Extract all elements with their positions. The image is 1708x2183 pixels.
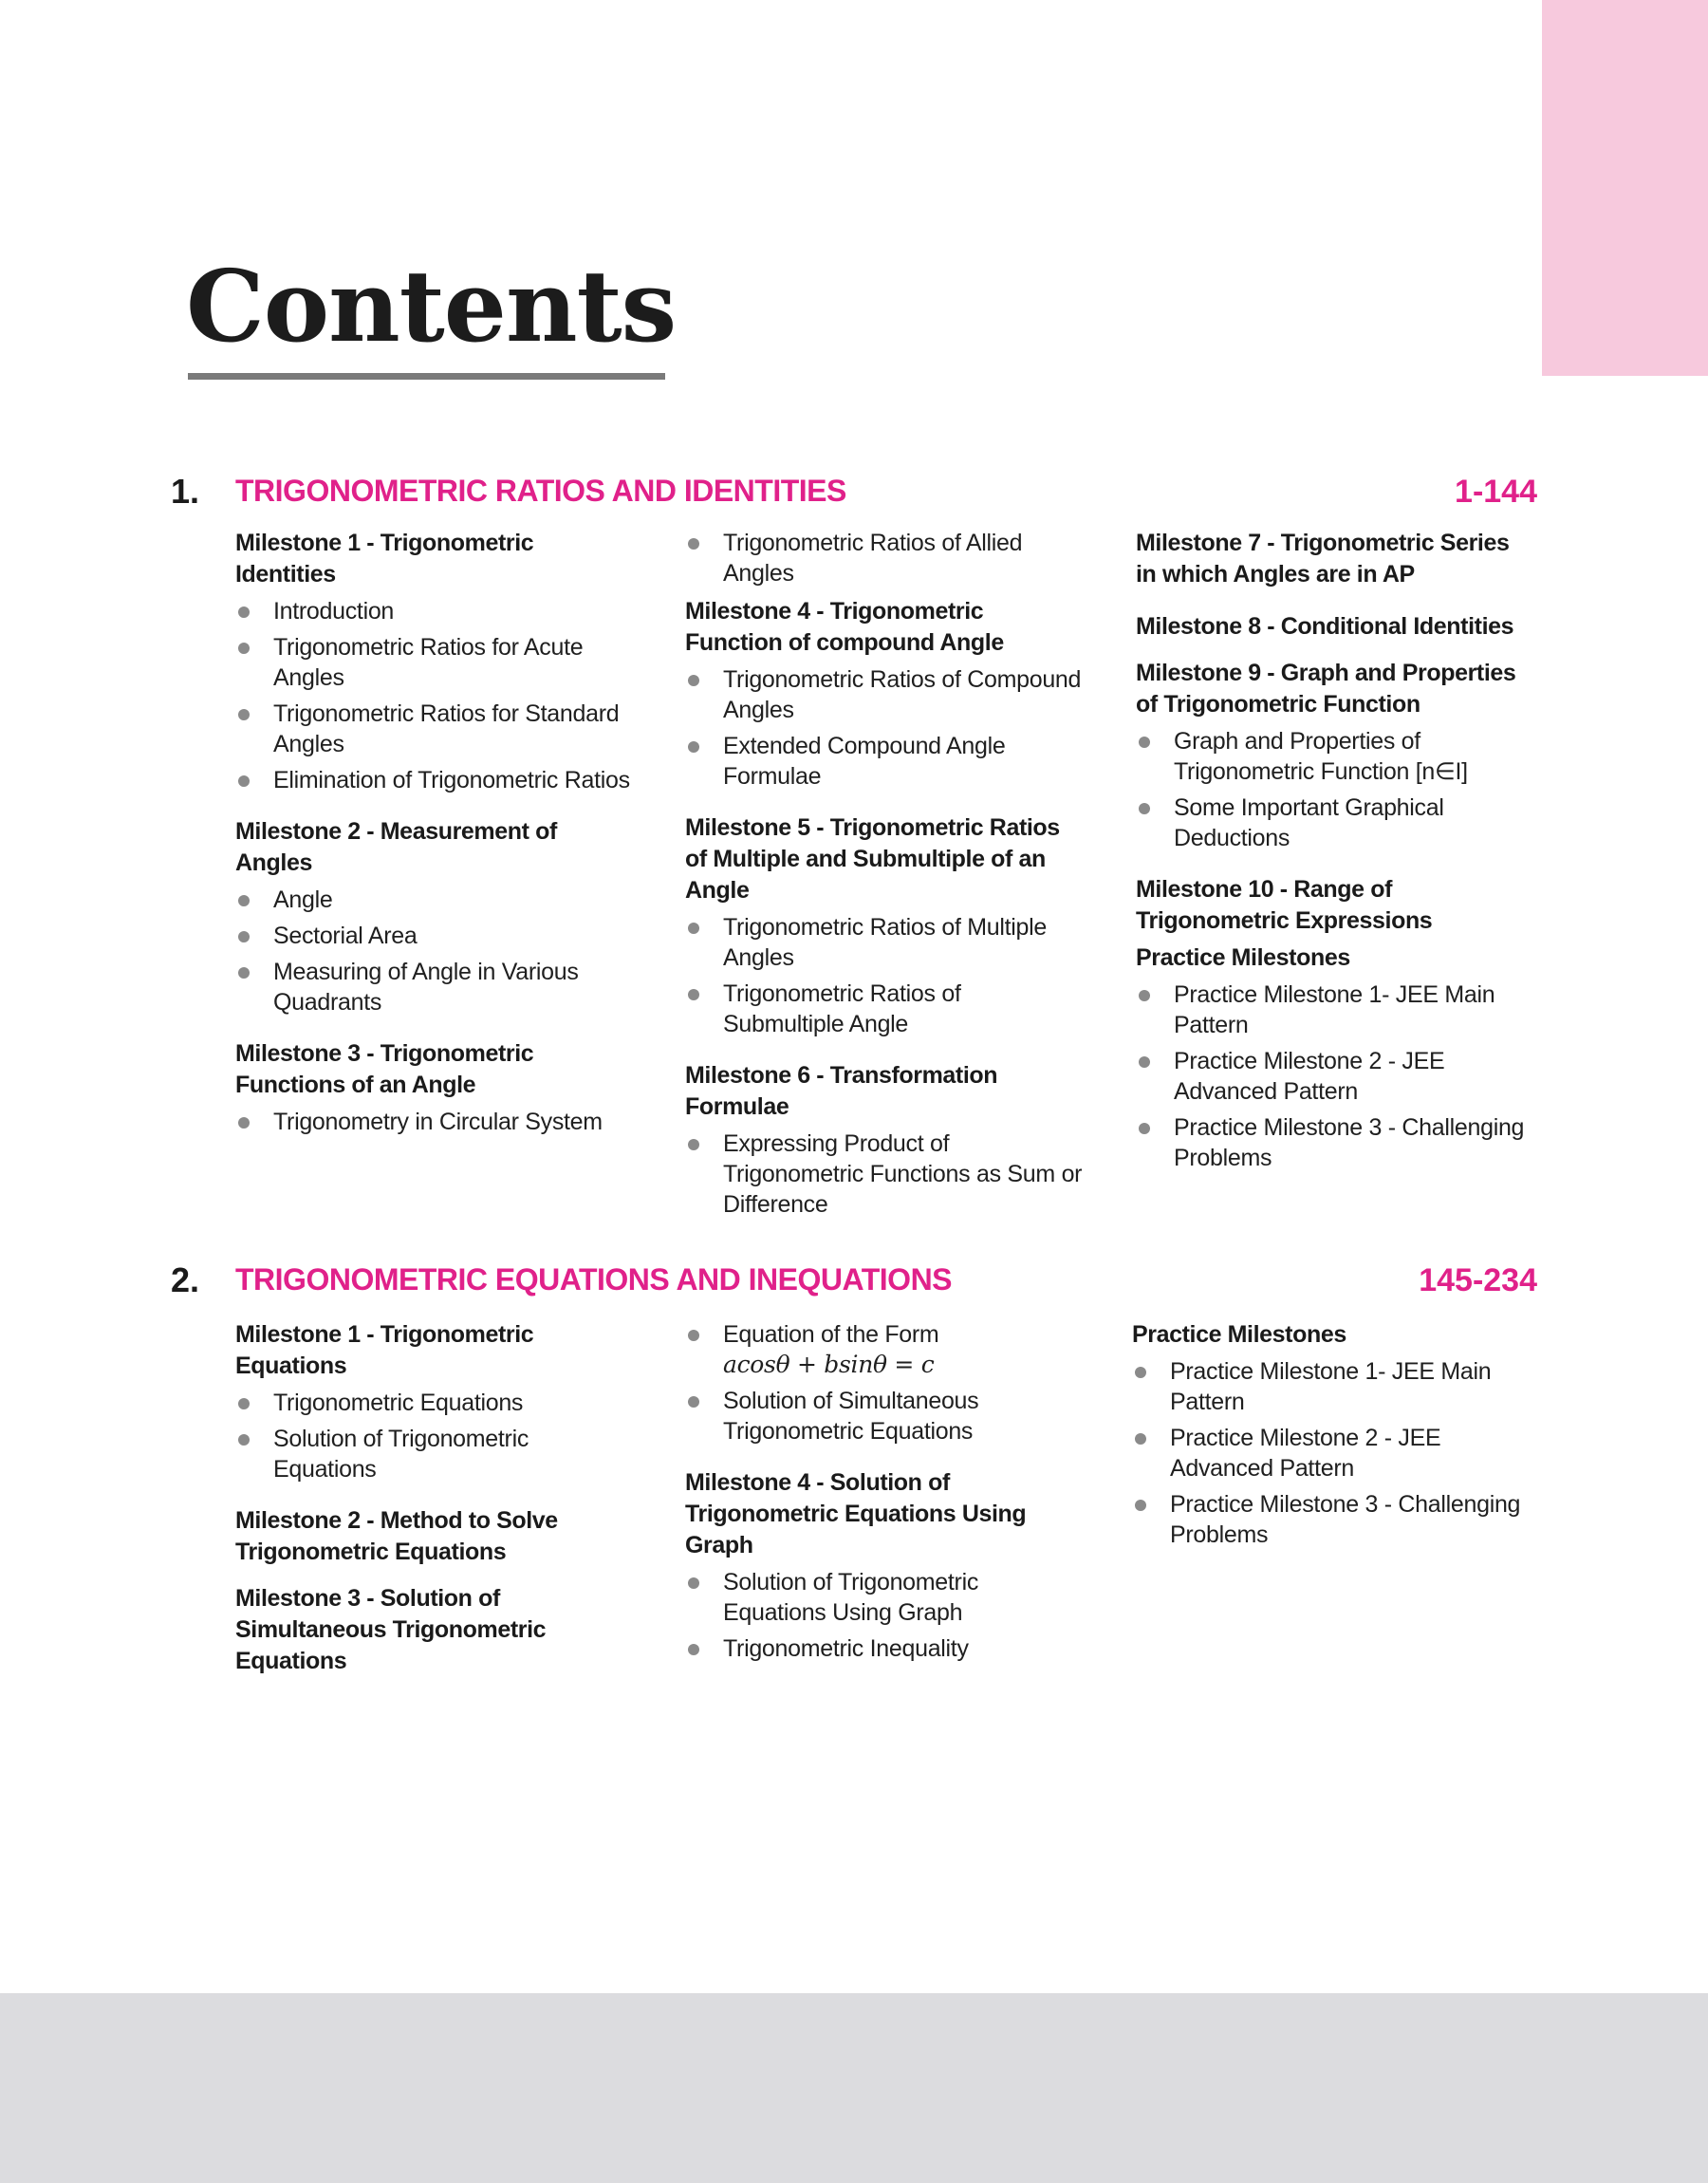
footer-band (0, 1993, 1708, 2183)
topic-list (685, 1129, 1084, 1220)
bullet-icon (688, 989, 699, 1000)
chapter-page-range: 1-144 (1455, 474, 1537, 510)
topic-item[interactable]: Practice Milestone 2 - JEE Advanced Pattern (1136, 1046, 1534, 1107)
bullet-icon (238, 1434, 250, 1446)
chapter-2-column-1 (235, 1319, 634, 1683)
formula: acosθ + bsinθ = c (723, 1351, 935, 1378)
topic-item[interactable]: Trigonometric Ratios of Multiple Angles (685, 912, 1084, 973)
topic-item[interactable]: Extended Compound Angle Formulae (685, 731, 1084, 792)
chapter-2-column-3 (1132, 1319, 1531, 1556)
topic-item[interactable]: Trigonometric Ratios of Compound Angles (685, 664, 1084, 725)
topic-item[interactable]: Expressing Product of Trigonometric Functions as Sum or Difference (685, 1129, 1084, 1220)
bullet-icon (238, 895, 250, 906)
bullet-icon (238, 931, 250, 942)
topic-list (1136, 980, 1534, 1173)
bullet-icon (1139, 990, 1150, 1001)
topic-list (235, 1107, 634, 1137)
chapter-1-heading[interactable] (171, 472, 1537, 519)
topic-list (685, 1567, 1084, 1664)
bullet-icon (688, 741, 699, 753)
bullet-icon (688, 675, 699, 686)
topic-list (235, 596, 634, 795)
milestone-heading[interactable]: Milestone 10 - Range of Trigonometric Expressions (1136, 876, 1433, 934)
topic-list (1132, 1356, 1531, 1550)
topic-item[interactable]: Trigonometry in Circular System (235, 1107, 634, 1137)
chapter-1-column-1 (235, 528, 634, 1143)
topic-item[interactable]: Equation of the Form acosθ + bsinθ = c (685, 1319, 1084, 1380)
topic-item[interactable]: Trigonometric Ratios of Allied Angles (685, 528, 1084, 588)
page-title: Contents (186, 248, 677, 364)
topic-item[interactable]: Some Important Graphical Deductions (1136, 793, 1534, 853)
bullet-icon (688, 1396, 699, 1408)
milestone-heading[interactable]: Milestone 2 - Method to Solve Trigonometric Equations (235, 1507, 558, 1565)
bullet-icon (1139, 1056, 1150, 1068)
bullet-icon (688, 1139, 699, 1150)
bullet-icon (238, 1398, 250, 1409)
bullet-icon (238, 606, 250, 618)
topic-item[interactable]: Trigonometric Ratios for Acute Angles (235, 632, 634, 693)
topic-list (235, 885, 634, 1017)
milestone-heading[interactable]: Milestone 1 - Trigonometric Identities (235, 530, 534, 588)
topic-item[interactable]: Introduction (235, 596, 634, 626)
title-underline (188, 373, 665, 380)
bullet-icon (688, 1330, 699, 1341)
milestone-heading[interactable]: Milestone 2 - Measurement of Angles (235, 818, 557, 876)
topic-item[interactable]: Measuring of Angle in Various Quadrants (235, 957, 634, 1017)
topic-item[interactable]: Trigonometric Inequality (685, 1633, 1084, 1664)
topic-list (685, 912, 1084, 1039)
topic-item[interactable]: Graph and Properties of Trigonometric Function [n∈I] (1136, 726, 1534, 787)
topic-item[interactable]: Solution of Trigonometric Equations Using Graph (685, 1567, 1084, 1628)
bullet-icon (688, 538, 699, 550)
bullet-icon (1135, 1500, 1146, 1511)
bullet-icon (1135, 1367, 1146, 1378)
topic-item[interactable]: Practice Milestone 2 - JEE Advanced Pattern (1132, 1423, 1531, 1483)
topic-list (685, 1319, 1084, 1446)
topic-item[interactable]: Sectorial Area (235, 921, 634, 951)
bullet-icon (1135, 1433, 1146, 1445)
milestone-heading[interactable]: Milestone 3 - Solution of Simultaneous Trigonometric Equations (235, 1585, 547, 1674)
chapter-1-column-3 (1136, 528, 1534, 1179)
topic-item[interactable]: Angle (235, 885, 634, 915)
chapter-page-range: 145-234 (1419, 1262, 1537, 1298)
topic-item[interactable]: Trigonometric Equations (235, 1388, 634, 1418)
milestone-heading[interactable]: Milestone 9 - Graph and Properties of Trigonometric Function (1136, 660, 1516, 718)
chapter-title[interactable]: TRIGONOMETRIC EQUATIONS AND INEQUATIONS (235, 1262, 953, 1297)
bullet-icon (1139, 803, 1150, 814)
topic-item[interactable]: Trigonometric Ratios for Standard Angles (235, 699, 634, 759)
pink-edge-tab (1542, 0, 1708, 376)
topic-item[interactable]: Practice Milestone 3 - Challenging Problems (1136, 1112, 1534, 1173)
milestone-heading[interactable]: Milestone 4 - Trigonometric Function of compound Angle (685, 598, 1004, 656)
bullet-icon (238, 643, 250, 654)
milestone-heading[interactable]: Practice Milestones (1136, 944, 1350, 971)
milestone-heading[interactable]: Milestone 8 - Conditional Identities (1136, 613, 1514, 640)
chapter-2-heading[interactable] (171, 1260, 1537, 1308)
topic-item[interactable]: Trigonometric Ratios of Submultiple Angle (685, 979, 1084, 1039)
milestone-heading[interactable]: Milestone 3 - Trigonometric Functions of an Angle (235, 1040, 534, 1098)
milestone-heading[interactable]: Practice Milestones (1132, 1321, 1346, 1348)
topic-item[interactable]: Elimination of Trigonometric Ratios (235, 765, 634, 795)
milestone-heading[interactable]: Milestone 5 - Trigonometric Ratios of Multiple and Submultiple of an Angle (685, 814, 1060, 904)
topic-list (685, 528, 1084, 588)
topic-item[interactable]: Practice Milestone 3 - Challenging Problems (1132, 1489, 1531, 1550)
bullet-icon (238, 967, 250, 979)
topic-item[interactable]: Solution of Simultaneous Trigonometric Equations (685, 1386, 1084, 1446)
topic-item[interactable]: Practice Milestone 1- JEE Main Pattern (1132, 1356, 1531, 1417)
bullet-icon (238, 709, 250, 720)
bullet-icon (1139, 737, 1150, 748)
topic-list (685, 664, 1084, 792)
bullet-icon (688, 1644, 699, 1655)
chapter-number: 2. (171, 1260, 200, 1299)
topic-item[interactable]: Solution of Trigonometric Equations (235, 1424, 634, 1484)
topic-list (235, 1388, 634, 1484)
milestone-heading[interactable]: Milestone 1 - Trigonometric Equations (235, 1321, 534, 1379)
chapter-2-column-2 (685, 1319, 1084, 1670)
topic-item[interactable]: Practice Milestone 1- JEE Main Pattern (1136, 980, 1534, 1040)
bullet-icon (238, 775, 250, 787)
milestone-heading[interactable]: Milestone 4 - Solution of Trigonometric Equations Using Graph (685, 1469, 1027, 1558)
bullet-icon (238, 1117, 250, 1129)
chapter-title[interactable]: TRIGONOMETRIC RATIOS AND IDENTITIES (235, 474, 846, 508)
chapter-number: 1. (171, 472, 200, 511)
milestone-heading[interactable]: Milestone 7 - Trigonometric Series in which Angles are in AP (1136, 530, 1510, 588)
milestone-heading[interactable]: Milestone 6 - Transformation Formulae (685, 1062, 998, 1120)
bullet-icon (1139, 1123, 1150, 1134)
topic-list (1136, 726, 1534, 853)
chapter-1-column-2 (685, 528, 1084, 1225)
bullet-icon (688, 923, 699, 934)
bullet-icon (688, 1577, 699, 1589)
